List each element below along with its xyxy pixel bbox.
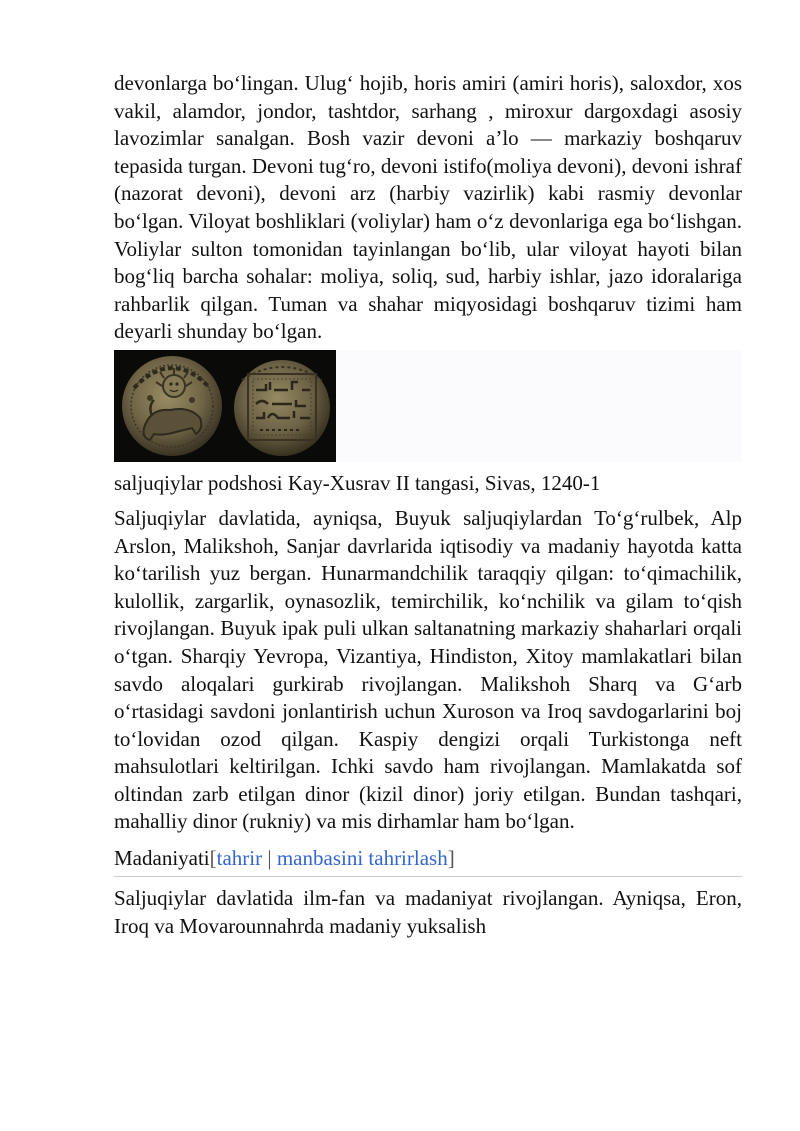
edit-source-link[interactable]: manbasini tahrirlash bbox=[276, 846, 448, 871]
coin-photo-svg bbox=[114, 350, 336, 462]
edit-open-bracket: [ bbox=[209, 846, 217, 871]
section-heading bbox=[114, 844, 742, 877]
paragraph-economy: Saljuqiylar davlatida, ayniqsa, Buyuk saljuqiylardan To‘g‘rulbek, Alp Arslon, Malikshoh, Sanjar davrlarida iqtisodiy va madaniy hayotda katta ko‘tarilish yuz bergan. Hunarmandchilik taraqqiy qilgan: to‘qimachilik, kulollik, zargarlik, oynasozlik, temirchilik, ko‘nchilik va gilam to‘qish rivojlangan. Buyuk ipak puli ulkan saltanatning markaziy shaharlari orqali o‘tgan. Sharqiy Yevropa, Vizantiya, Hindiston, Xitoy mamlakatlari bilan savdo aloqalari gurkirab rivojlangan. Malikshoh Sharq va G‘arb o‘rtasidagi savdoni jonlantirish uchun Xuroson va Iroq savdogarlarini boj to‘lovidan ozod qilgan. Kaspiy dengizi orqali Turkistonga neft mahsulotlari keltirilgan. Ichki savdo ham rivojlangan. Mamlakatda sof oltindan zarb etilgan dinor (kizil dinor) joriy etilgan. Bundan tashqari, mahalliy dinor (rukniy) va mis dirhamlar ham bo‘lgan. bbox=[114, 505, 742, 834]
edit-close-bracket: ] bbox=[447, 846, 455, 871]
coin-obverse bbox=[122, 356, 222, 456]
section-title: Madaniyati bbox=[114, 846, 210, 871]
edit-separator: | bbox=[262, 846, 277, 871]
document-page bbox=[114, 70, 742, 940]
figure-caption: saljuqiylar podshosi Kay-Xusrav II tangasi, Sivas, 1240-1 bbox=[114, 470, 601, 495]
coin-image[interactable] bbox=[114, 350, 336, 462]
coin-figure bbox=[114, 350, 742, 470]
edit-link[interactable]: tahrir bbox=[216, 846, 263, 871]
paragraph-culture: Saljuqiylar davlatida ilm-fan va madaniyat rivojlangan. Ayniqsa, Eron, Iroq va Movarounnahrda madaniy yuksalish bbox=[114, 886, 742, 938]
coin-reverse bbox=[234, 360, 330, 456]
paragraph-administration: devonlarga bo‘lingan. Ulug‘ hojib, horis amiri (amiri horis), saloxdor, xos vakil, alamdor, jondor, tashtdor, sarhang , miroxur dargoxdagi asosiy lavozimlar sanalgan. Bosh vazir devoni a’lo — markaziy boshqaruv tepasida turgan. Devoni tug‘ro, devoni istifo(moliya devoni), devoni ishraf (nazorat devoni), devoni arz (harbiy vazirlik) kabi rasmiy devonlar bo‘lgan. Viloyat boshliklari (voliylar) ham o‘z devonlariga ega bo‘lishgan. Voliylar sulton tomonidan tayinlangan bo‘lib, ular viloyat hayoti bilan bog‘liq barcha sohalar: moliya, soliq, sud, harbiy ishlar, jazo idoralariga rahbarlik qilgan. Tuman va shahar miqyosidagi boshqaruv tizimi ham deyarli shunday bo‘lgan. bbox=[114, 71, 742, 344]
